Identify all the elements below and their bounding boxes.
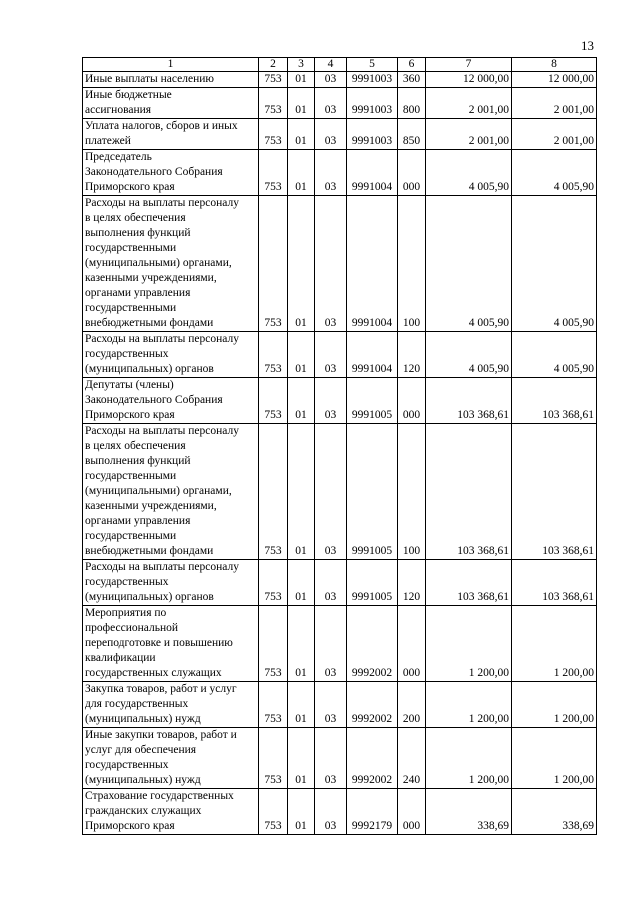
section-cell: 01 [288,196,315,332]
section-cell: 01 [288,119,315,150]
row-name-cell: Мероприятия по профессиональной переподготовке и повышению квалификации государственных служащих [83,606,259,682]
amount-cell: 4 005,90 [512,150,597,196]
target-item-cell: 9991005 [347,378,398,424]
subsection-cell: 03 [315,196,347,332]
expense-type-cell: 800 [398,88,426,119]
header-cell: 5 [347,58,398,72]
gov-code-cell: 753 [259,72,288,88]
target-item-cell: 9991004 [347,150,398,196]
subsection-cell: 03 [315,682,347,728]
amount-cell: 2 001,00 [426,88,512,119]
amount-cell: 103 368,61 [512,378,597,424]
amount-cell: 4 005,90 [426,150,512,196]
gov-code-cell: 753 [259,606,288,682]
header-cell: 6 [398,58,426,72]
amount-cell: 1 200,00 [512,682,597,728]
amount-cell: 4 005,90 [512,332,597,378]
gov-code-cell: 753 [259,332,288,378]
row-name-cell: Расходы на выплаты персоналу в целях обеспечения выполнения функций государственными (муниципальными) органами, казенными учреждениями, органами управления государственными внебюджетными фондами [83,424,259,560]
page-number: 13 [581,38,594,53]
expense-type-cell: 000 [398,378,426,424]
row-name-cell: Иные выплаты населению [83,72,259,88]
row-name-cell: Иные бюджетные ассигнования [83,88,259,119]
section-cell: 01 [288,378,315,424]
row-name-cell: Страхование государственных гражданских служащих Приморского края [83,789,259,835]
subsection-cell: 03 [315,88,347,119]
table-row [83,88,597,119]
amount-cell: 1 200,00 [426,606,512,682]
target-item-cell: 9992002 [347,682,398,728]
amount-cell: 2 001,00 [512,119,597,150]
expense-type-cell: 000 [398,789,426,835]
gov-code-cell: 753 [259,119,288,150]
amount-cell: 103 368,61 [512,560,597,606]
expense-type-cell: 200 [398,682,426,728]
expense-type-cell: 100 [398,196,426,332]
expense-type-cell: 120 [398,332,426,378]
amount-cell: 12 000,00 [426,72,512,88]
row-name-cell: Уплата налогов, сборов и иных платежей [83,119,259,150]
gov-code-cell: 753 [259,88,288,119]
section-cell: 01 [288,150,315,196]
gov-code-cell: 753 [259,560,288,606]
amount-cell: 338,69 [426,789,512,835]
table-row [83,682,597,728]
amount-cell: 4 005,90 [512,196,597,332]
amount-cell: 2 001,00 [512,88,597,119]
target-item-cell: 9991004 [347,196,398,332]
row-name-cell: Закупка товаров, работ и услуг для государственных (муниципальных) нужд [83,682,259,728]
amount-cell: 103 368,61 [512,424,597,560]
table-row [83,789,597,835]
row-name-cell: Расходы на выплаты персоналу в целях обеспечения выполнения функций государственными (муниципальными) органами, казенными учреждениями, органами управления государственными внебюджетными фондами [83,196,259,332]
table-row [83,728,597,789]
header-cell: 1 [83,58,259,72]
target-item-cell: 9991004 [347,332,398,378]
amount-cell: 103 368,61 [426,560,512,606]
row-name-cell: Председатель Законодательного Собрания Приморского края [83,150,259,196]
header-cell: 3 [288,58,315,72]
section-cell: 01 [288,789,315,835]
gov-code-cell: 753 [259,150,288,196]
subsection-cell: 03 [315,606,347,682]
amount-cell: 4 005,90 [426,196,512,332]
section-cell: 01 [288,88,315,119]
table-row [83,606,597,682]
target-item-cell: 9991005 [347,424,398,560]
section-cell: 01 [288,606,315,682]
table-row [83,424,597,560]
row-name-cell: Депутаты (члены) Законодательного Собрания Приморского края [83,378,259,424]
subsection-cell: 03 [315,424,347,560]
section-cell: 01 [288,72,315,88]
table-row [83,119,597,150]
subsection-cell: 03 [315,332,347,378]
gov-code-cell: 753 [259,378,288,424]
table-row [83,196,597,332]
amount-cell: 12 000,00 [512,72,597,88]
target-item-cell: 9992002 [347,606,398,682]
table-row [83,72,597,88]
gov-code-cell: 753 [259,424,288,560]
target-item-cell: 9992002 [347,728,398,789]
target-item-cell: 9991003 [347,88,398,119]
amount-cell: 103 368,61 [426,378,512,424]
expense-type-cell: 850 [398,119,426,150]
amount-cell: 1 200,00 [512,606,597,682]
header-cell: 8 [512,58,597,72]
budget-table [82,57,597,835]
gov-code-cell: 753 [259,196,288,332]
amount-cell: 1 200,00 [426,682,512,728]
amount-cell: 4 005,90 [426,332,512,378]
expense-type-cell: 360 [398,72,426,88]
amount-cell: 1 200,00 [512,728,597,789]
table-row [83,332,597,378]
amount-cell: 103 368,61 [426,424,512,560]
subsection-cell: 03 [315,728,347,789]
amount-cell: 1 200,00 [426,728,512,789]
section-cell: 01 [288,682,315,728]
subsection-cell: 03 [315,560,347,606]
expense-type-cell: 000 [398,150,426,196]
expense-type-cell: 100 [398,424,426,560]
gov-code-cell: 753 [259,789,288,835]
gov-code-cell: 753 [259,728,288,789]
target-item-cell: 9991005 [347,560,398,606]
section-cell: 01 [288,424,315,560]
amount-cell: 338,69 [512,789,597,835]
expense-type-cell: 120 [398,560,426,606]
table-row [83,378,597,424]
row-name-cell: Расходы на выплаты персоналу государственных (муниципальных) органов [83,560,259,606]
subsection-cell: 03 [315,72,347,88]
target-item-cell: 9991003 [347,72,398,88]
expense-type-cell: 240 [398,728,426,789]
row-name-cell: Расходы на выплаты персоналу государственных (муниципальных) органов [83,332,259,378]
header-cell: 2 [259,58,288,72]
subsection-cell: 03 [315,378,347,424]
section-cell: 01 [288,560,315,606]
header-cell: 7 [426,58,512,72]
gov-code-cell: 753 [259,682,288,728]
target-item-cell: 9992179 [347,789,398,835]
table-row [83,150,597,196]
expense-type-cell: 000 [398,606,426,682]
target-item-cell: 9991003 [347,119,398,150]
row-name-cell: Иные закупки товаров, работ и услуг для обеспечения государственных (муниципальных) нужд [83,728,259,789]
subsection-cell: 03 [315,789,347,835]
header-row [83,58,597,72]
header-cell: 4 [315,58,347,72]
amount-cell: 2 001,00 [426,119,512,150]
subsection-cell: 03 [315,119,347,150]
table-row [83,560,597,606]
subsection-cell: 03 [315,150,347,196]
section-cell: 01 [288,728,315,789]
section-cell: 01 [288,332,315,378]
